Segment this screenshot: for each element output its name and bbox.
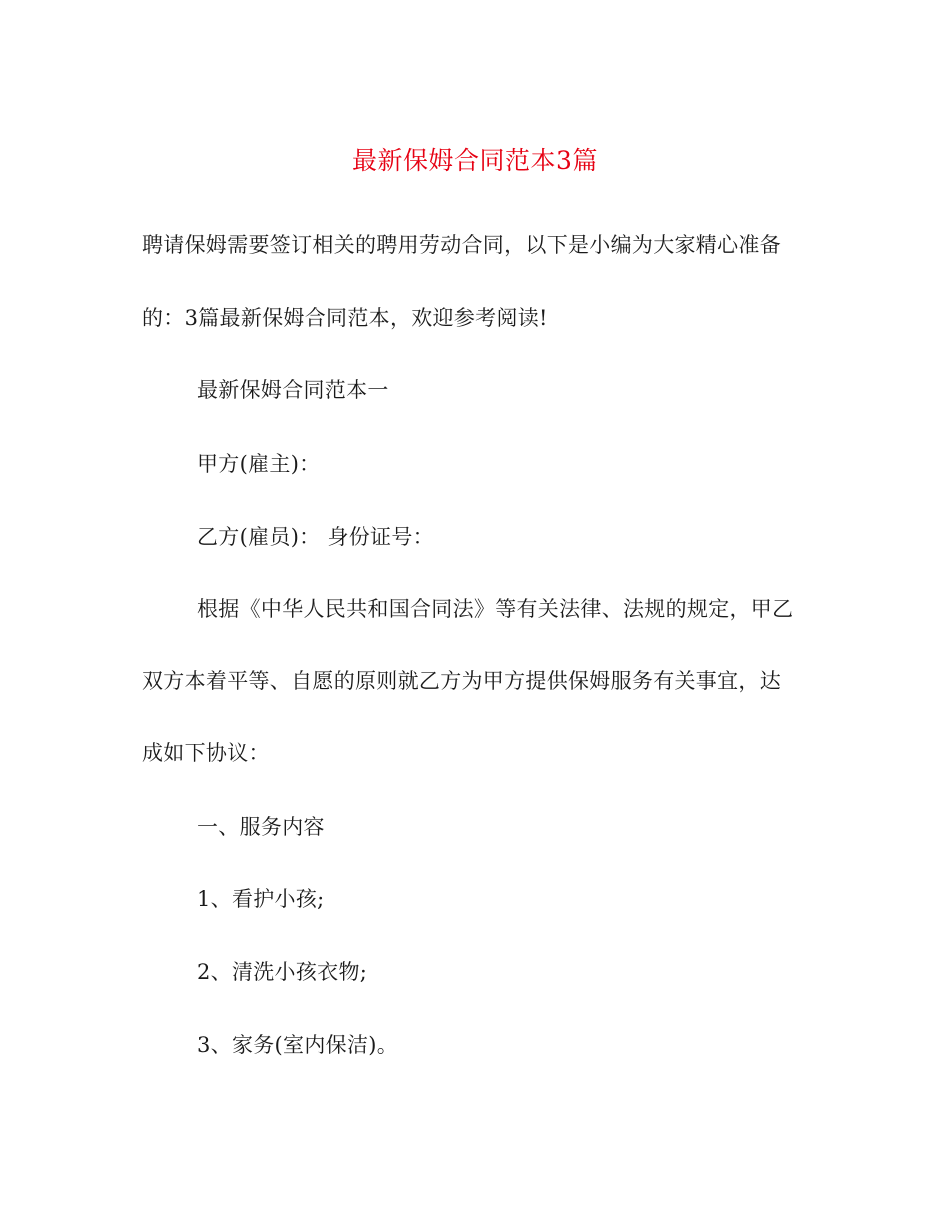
preamble-line-2: 双方本着平等、自愿的原则就乙方为甲方提供保姆服务有关事宜，达: [142, 669, 781, 693]
list-item: 2、清洗小孩衣物;: [197, 960, 368, 984]
list-item: 3、家务(室内保洁)。: [197, 1033, 399, 1057]
preamble-line-3: 成如下协议：: [142, 741, 270, 765]
preamble-line-1: 根据《中华人民共和国合同法》等有关法律、法规的规定，甲乙: [197, 597, 794, 621]
list-item: 1、看护小孩;: [197, 887, 325, 911]
document-title: 最新保姆合同范本3篇: [352, 146, 598, 175]
intro-line-2: 的：3篇最新保姆合同范本，欢迎参考阅读!: [142, 306, 548, 330]
clause-heading: 一、服务内容: [197, 815, 325, 839]
party-b-line: 乙方(雇员)： 身份证号：: [197, 525, 434, 549]
intro-line-1: 聘请保姆需要签订相关的聘用劳动合同，以下是小编为大家精心准备: [142, 233, 781, 257]
section-heading: 最新保姆合同范本一: [197, 378, 389, 402]
party-a-line: 甲方(雇主)：: [197, 452, 321, 476]
